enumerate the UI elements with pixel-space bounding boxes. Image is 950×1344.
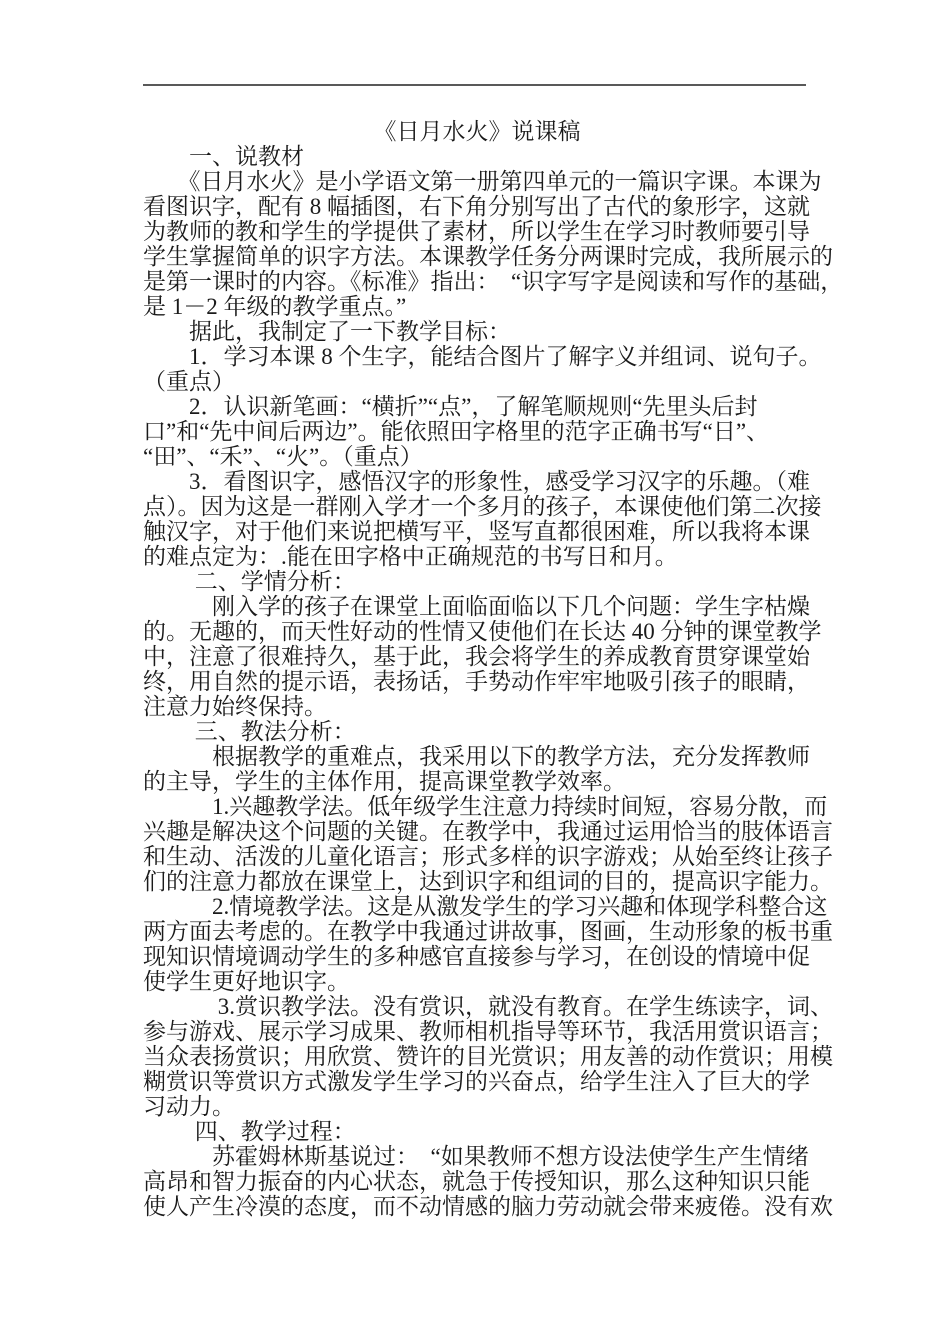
document-line: 四、教学过程： <box>143 1119 356 1144</box>
document-line: 参与游戏、展示学习成果、教师相机指导等环节，我活用赏识语言； <box>143 1019 833 1044</box>
document-line: 看图识字，配有 8 幅插图，右下角分别写出了古代的象形字，这就 <box>143 194 810 219</box>
document-line: 为教师的教和学生的学提供了素材，所以学生在学习时教师要引导 <box>143 219 810 244</box>
document-line: 使人产生冷漠的态度，而不动情感的脑力劳动就会带来疲倦。没有欢 <box>143 1194 833 1219</box>
document-line: 们的注意力都放在课堂上，达到识字和组词的目的，提高识字能力。 <box>143 869 833 894</box>
document-line: 点）。因为这是一群刚入学才一个多月的孩子，本课使他们第二次接 <box>143 494 822 519</box>
document-body <box>143 119 844 1219</box>
document-line: 口”和“先中间后两边”。能依照田字格里的范字正确书写“日”、 <box>143 419 770 444</box>
document-line: 中，注意了很难持久，基于此，我会将学生的养成教育贯穿课堂始 <box>143 644 810 669</box>
document-line: 苏霍姆林斯基说过： “如果教师不想方设法使学生产生情绪 <box>143 1144 809 1169</box>
document-line: 两方面去考虑的。在教学中我通过讲故事，图画，生动形象的板书重 <box>143 919 833 944</box>
document-line: 高昂和智力振奋的内心状态，就急于传授知识，那么这种知识只能 <box>143 1169 810 1194</box>
document-line: 是第一课时的内容。《标准》指出： “识字写字是阅读和写作的基础， <box>143 269 844 294</box>
document-line: 一、说教材 <box>143 144 304 169</box>
document-line: 《日月水火》是小学语文第一册第四单元的一篇识字课。本课为 <box>143 169 822 194</box>
document-line: 1.兴趣教学法。低年级学生注意力持续时间短，容易分散，而 <box>143 794 828 819</box>
document-line: 习动力。 <box>143 1094 235 1119</box>
document-line: “田”、“禾”、“火”。（重点） <box>143 444 423 469</box>
document-line: 触汉字，对于他们来说把横写平，竖写直都很困难，所以我将本课 <box>143 519 810 544</box>
document-line: 二、学情分析： <box>143 569 356 594</box>
document-line: 学生掌握简单的识字方法。本课教学任务分两课时完成，我所展示的 <box>143 244 833 269</box>
document-line: 刚入学的孩子在课堂上面临面临以下几个问题：学生字枯燥 <box>143 594 810 619</box>
document-line: （重点） <box>143 369 235 394</box>
document-line: 3．看图识字，感悟汉字的形象性，感受学习汉字的乐趣。（难 <box>143 469 810 494</box>
document-line: 据此，我制定了一下教学目标： <box>143 319 511 344</box>
document-line: 注意力始终保持。 <box>143 694 327 719</box>
document-line: 兴趣是解决这个问题的关键。在教学中，我通过运用恰当的肢体语言 <box>143 819 833 844</box>
document-line: 根据教学的重难点，我采用以下的教学方法，充分发挥教师 <box>143 744 810 769</box>
document-line: 终，用自然的提示语，表扬话，手势动作牢牢地吸引孩子的眼睛， <box>143 669 810 694</box>
document-line: 1．学习本课 8 个生字，能结合图片了解字义并组词、说句子。 <box>143 344 822 369</box>
document-line: 的主导，学生的主体作用，提高课堂教学效率。 <box>143 769 626 794</box>
document-line: 糊赏识等赏识方式激发学生学习的兴奋点，给学生注入了巨大的学 <box>143 1069 810 1094</box>
document-line: 和生动、活泼的儿童化语言；形式多样的识字游戏；从始至终让孩子 <box>143 844 833 869</box>
header-rule <box>143 84 806 86</box>
document-line: 当众表扬赏识；用欣赏、赞许的目光赏识；用友善的动作赏识；用模 <box>143 1044 833 1069</box>
document-line: 是 1－2 年级的教学重点。” <box>143 294 407 319</box>
document-title: 《日月水火》说课稿 <box>373 119 581 144</box>
document-line: 2.情境教学法。这是从激发学生的学习兴趣和体现学科整合这 <box>143 894 828 919</box>
document-line: 3.赏识教学法。没有赏识，就没有教育。在学生练读字，词、 <box>143 994 833 1019</box>
document-line: 的。无趣的，而天性好动的性情又使他们在长达 40 分钟的课堂教学 <box>143 619 822 644</box>
document-line: 的难点定为：.能在田字格中正确规范的书写日和月。 <box>143 544 678 569</box>
document-line: 三、教法分析： <box>143 719 356 744</box>
document-line: 使学生更好地识字。 <box>143 969 350 994</box>
document-line: 2．认识新笔画：“横折”“点”，了解笔顺规则“先里头后封 <box>143 394 758 419</box>
document-line: 现知识情境调动学生的多种感官直接参与学习，在创设的情境中促 <box>143 944 810 969</box>
